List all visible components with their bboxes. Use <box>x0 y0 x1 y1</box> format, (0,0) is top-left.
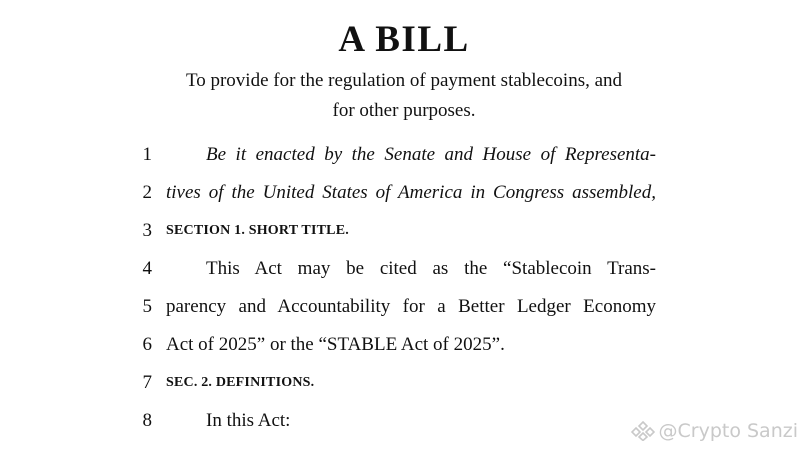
line-number: 3 <box>142 220 152 241</box>
bill-title: A BILL <box>338 19 470 60</box>
line-text: Act of 2025” or the “STABLE Act of 2025”. <box>166 334 505 355</box>
bill-subtitle-line-2: for other purposes. <box>332 100 476 121</box>
line-text: parency and Accountability for a Better Ledger Economy <box>166 296 656 317</box>
line-number: 4 <box>142 258 152 279</box>
section-heading: SECTION 1. SHORT TITLE. <box>166 223 349 238</box>
line-text: In this Act: <box>206 410 291 431</box>
line-number: 1 <box>142 144 152 165</box>
bill-line-6 <box>0 332 808 358</box>
bill-line-1 <box>0 142 808 168</box>
line-text: This Act may be cited as the “Stablecoin Trans- <box>206 258 656 279</box>
binance-square-icon <box>631 421 655 441</box>
line-number: 2 <box>142 182 152 203</box>
line-text: tives of the United States of America in Congress assembled, <box>166 182 656 203</box>
line-number: 8 <box>142 410 152 431</box>
bill-line-3 <box>0 218 808 244</box>
line-number: 6 <box>142 334 152 355</box>
section-heading: SEC. 2. DEFINITIONS. <box>166 375 315 390</box>
bill-line-4 <box>0 256 808 282</box>
watermark-text: @Crypto Sanzi <box>658 420 798 442</box>
watermark <box>631 420 799 442</box>
bill-subtitle-line-1: To provide for the regulation of payment stablecoins, and <box>185 70 623 91</box>
bill-line-5 <box>0 294 808 320</box>
bill-line-7 <box>0 370 808 396</box>
bill-line-2 <box>0 180 808 206</box>
line-text: Be it enacted by the Senate and House of Representa- <box>206 144 656 165</box>
line-number: 5 <box>142 296 152 317</box>
line-number: 7 <box>142 372 152 393</box>
